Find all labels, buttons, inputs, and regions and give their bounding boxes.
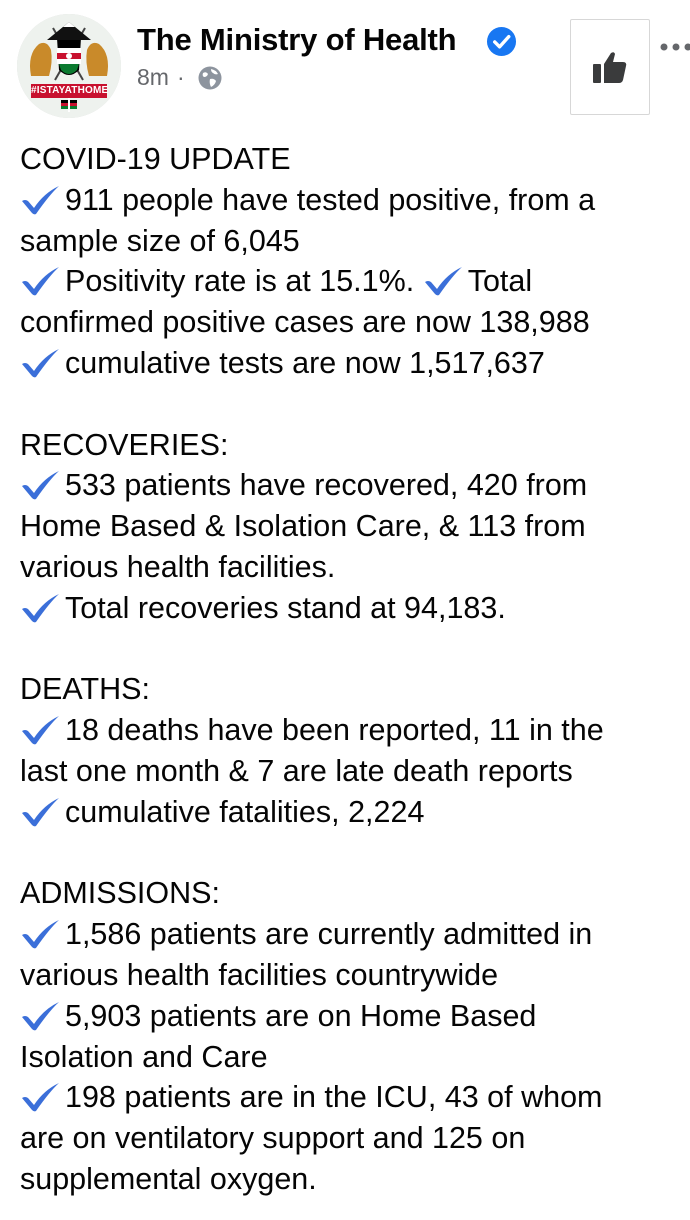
post-line-text: cumulative tests are now 1,517,637 [65,345,545,380]
post-timestamp[interactable]: 8m [137,64,169,90]
post-line-text: Isolation and Care [20,1039,268,1074]
post-line [20,221,685,262]
post-line [20,302,685,343]
section-spacer [20,629,685,670]
checkmark-icon [20,797,61,827]
post-line-text: 198 patients are in the ICU, 43 of whom [65,1080,603,1115]
post-header [0,0,690,130]
post-line-text: 18 deaths have been reported, 11 in the [65,713,604,748]
post-line-text: various health facilities countrywide [20,957,499,992]
checkmark-icon [20,348,61,378]
post-line [20,547,685,588]
post-line-text: confirmed positive cases are now 138,988 [20,305,590,340]
post-line-text: various health facilities. [20,549,336,584]
checkmark-icon [20,266,61,296]
post-line [20,914,685,955]
post-line-text: 911 people have tested positive, from a [65,182,596,217]
globe-icon [197,65,223,91]
post-line-text: last one month & 7 are late death reports [20,753,573,788]
page-name[interactable]: The Ministry of Health [137,22,457,57]
checkmark-icon [20,919,61,949]
post-line-text: are on ventilatory support and 125 on [20,1121,526,1156]
post-line-text: Total [467,264,533,299]
post-line-text: cumulative fatalities, 2,224 [65,794,425,829]
post-line [20,751,685,792]
page-avatar[interactable] [17,14,121,118]
post-line-text: 5,903 patients are on Home Based [65,998,537,1033]
section-heading: ADMISSIONS: [20,876,220,911]
post-line [20,261,685,302]
post-line [20,1037,685,1078]
checkmark-icon [20,185,61,215]
more-dots [658,41,690,53]
section-spacer [20,384,685,425]
post-line-text: 533 patients have recovered, 420 from [65,468,588,503]
checkmark-icon [20,715,61,745]
post-line-text: sample size of 6,045 [20,223,300,258]
post-line-text: 1,586 patients are currently admitted in [65,917,593,952]
post-line [20,1159,685,1200]
avatar-banner: #ISTAYATHOME [31,85,109,96]
post-line-text: Total recoveries stand at 94,183. [65,590,506,625]
more-options-icon[interactable] [658,34,690,54]
post-line [20,955,685,996]
checkmark-icon [20,1001,61,1031]
post-line-text: Positivity rate is at 15.1%. [65,264,423,299]
post-line [20,343,685,384]
post-line [20,588,685,629]
post-line [20,1118,685,1159]
checkmark-icon [423,266,464,296]
checkmark-icon [20,593,61,623]
section-heading: DEATHS: [20,672,150,707]
post-meta [137,64,223,91]
post-line [20,465,685,506]
section-heading: RECOVERIES: [20,427,229,462]
checkmark-icon [20,1082,61,1112]
coat-of-arms-icon [17,14,121,118]
post-line [20,1077,685,1118]
verified-badge-icon [486,26,517,57]
thumbs-up-icon [592,50,628,84]
post-line [20,996,685,1037]
post-line [20,506,685,547]
post-line-text: supplemental oxygen. [20,1161,317,1196]
post-line [20,180,685,221]
like-button[interactable] [570,19,650,115]
section-heading: COVID-19 UPDATE [20,142,291,176]
post-line [20,792,685,833]
post-line-text: Home Based & Isolation Care, & 113 from [20,509,586,544]
section-spacer [20,833,685,874]
post-body [20,139,685,1200]
post-line [20,710,685,751]
meta-separator: · [176,64,185,90]
checkmark-icon [20,470,61,500]
